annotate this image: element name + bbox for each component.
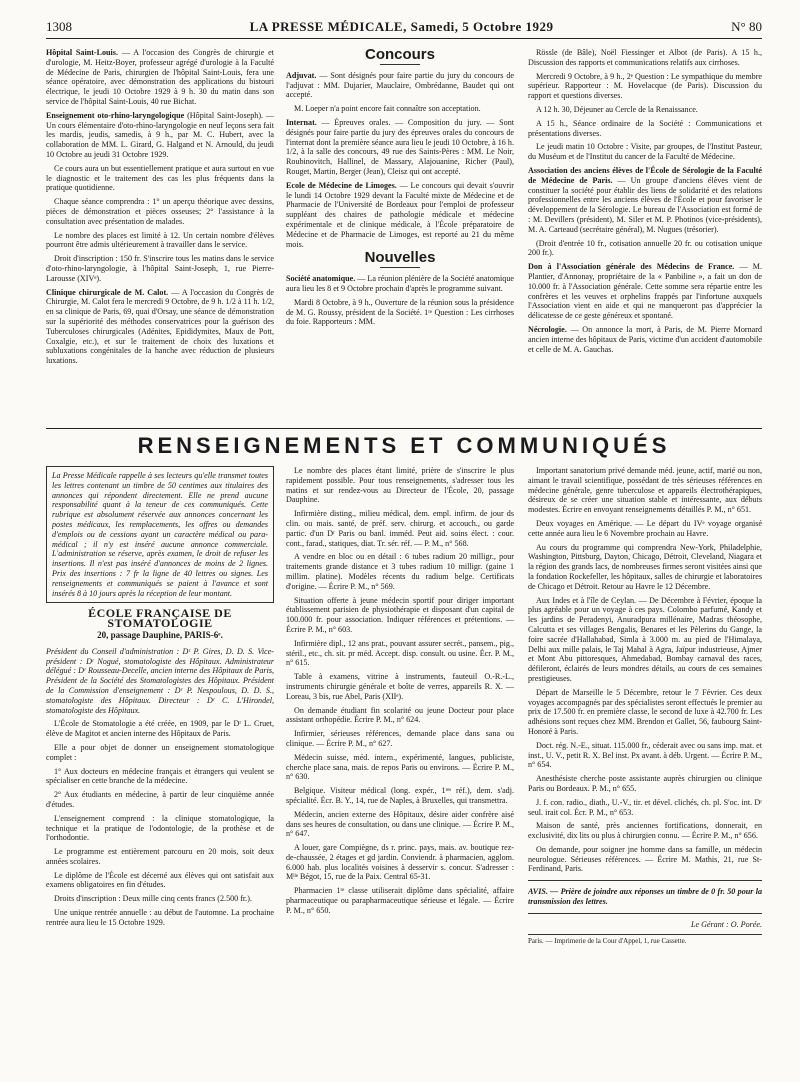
classified-ad: Infirmière disting., milieu médical, dem. empl. infirm. de jour ds clin. ou mais. santé, de préf. serv. chirurg. et accouch., ou garde partic. d'un Dʳ Paris ou banl. imméd. Peut aid. soins élect. : cour. cont., farad., statiques, diat. Tr. sér. réf. — P. M., n° 568.: [286, 509, 514, 548]
article-text: — A l'occasion du Congrès de Chirurgie, M. Calot fera le mercredi 9 Octobre, de 9 h. 1/2 à 11 h. 1/2, en sa clinique de Paris, 69, quai d'Orsay, une séance de démonstration sur la supériorité des méthodes conservatrices pour la guérison des Tuberculoses chirurgicales (Adénites, Epididymites, Maux de Pott, Coxalgie, etc.), et sur le traitement de choix des luxations et subluxations congénitales de la hanche avec réduction de plusieurs luxations.: [46, 287, 274, 366]
article-text: Ce cours aura un but essentiellement pratique et aura surtout en vue le diagnostic et le traitement des cas les plus fréquents dans la pratique quotidienne.: [46, 163, 274, 193]
school-address: 20, passage Dauphine, PARIS-6ᵉ.: [97, 629, 223, 640]
article-paragraph: [528, 325, 762, 354]
page-header: 1308 LA PRESSE MÉDICALE, Samedi, 5 Octobre 1929 N° 80: [46, 16, 762, 39]
school-paragraph: Le diplôme de l'École est décerné aux élèves qui ont satisfait aux examens obligatoires en fin d'études.: [46, 870, 274, 890]
article-paragraph: [528, 142, 762, 162]
classified-ad: Au cours du programme qui comprendra New-York, Philadelphie, Washington, Pittsburg, Dayton, Chicago, Détroit, Cleveland, Niagara et la région des grands lacs, de nombreuses firmes seront visitées ainsi que la fondation Rockefeller, les hôpitaux, salles de chirurgie et laboratoires de Chicago et Détroit. Retour au Havre le 12 Décembre.: [528, 542, 762, 591]
classified-ad: Médecin, ancien externe des Hôpitaux, désire aider confrère aisé dans ses heures de consultation, ou dans une clinique. — Écrire P. M., n° 647.: [286, 809, 514, 839]
article-heading: Adjuvat.: [286, 70, 317, 80]
divider: [380, 64, 420, 65]
classified-ad: Infirmière dipl., 12 ans prat., pouvant assurer secrét., pansem., pig., stéril., etc., ch. sit. pr méd. Accept. disp. consult. ou usine. Écr. P. M., n° 615.: [286, 638, 514, 668]
article-text: — Épreuves orales. — Composition du jury. — Sont désignés pour faire partie du jury des épreuves orales du concours de l'internat dont la première séance aura lieu le jeudi 10 Octobre, à 16 h. 1/2, à la salle des concours, 49 rue des Saints-Pères : MM. Le Noir, Roubinovitch, Hallinel, de Massary, Alajouanine, Richer (Paul), Rouget, Martin, Berger (Jean), Cleisz qui ont accepté.: [286, 117, 514, 176]
article-paragraph: [46, 164, 274, 193]
classified-ad: Deux voyages en Amérique. — Le départ du IVᵉ voyage organisé cette année aura lieu le 6 Novembre prochain au Havre.: [528, 518, 762, 538]
article-paragraph: [528, 166, 762, 235]
classified-ad: J. f. con. radio., diath., U.-V., tir. et dével. clichés, ch. pl. S'oc. int. Dʳ seul. irait col. Écr. P. M., n° 653.: [528, 797, 762, 817]
gerant-signature: Le Gérant : O. Porée.: [690, 919, 762, 929]
article-text: Droit d'inscription : 150 fr. S'inscrire tous les matins dans le service d'oto-rhino-laryngologie, à l'hôpital Saint-Joseph, 1, rue Pierre-Larousse (XIVᵉ).: [46, 254, 274, 283]
school-paragraph: 1° Aux docteurs en médecine français et étrangers qui veulent se spécialiser en cette branche de la médecine.: [46, 766, 274, 786]
issue-number: N° 80: [731, 19, 762, 34]
classified-ad: Aux Indes et à l'île de Ceylan. — De Décembre à Février, époque la plus agréable pour un voyage à ces pays. Colombo parfumé, Kandy et les jardins de Peradenyi, Anuradpura millénaire, Madras théosophe, Calcutta et ses villages Bengalis, Benares et les Pèlerins du Gange, la foire sacrée d'Hallahabad, Simla à 3.000 m. au pied de l'Himalaya, Delhi aux mille palais, le Taj Mahal à Agra, Jaïpur industrieuse, Ajmer et Mont Abu pittoresques, Ahmedabad, Bombay carnaval des races, défileront, éclairés de leurs mondres détails, au cours de ces semaines prestigieuses.: [528, 595, 762, 683]
article-heading: Hôpital Saint-Louis.: [46, 48, 118, 57]
classified-ad: On demande étudiant fin scolarité ou jeune Docteur pour place assistant orthopédie. Écrire P. M., n° 624.: [286, 705, 514, 725]
article-paragraph: [46, 197, 274, 226]
classified-ad: A louer, gare Compiègne, ds r. princ. pays, mais. av. boutique rez-de-chaussée, 2 étages et gd jardin. Conviendr. à pharmacien, agglom. 6.000 hab. plus localités voisines à desservir s. concur. S'adresser : Mˡˡᵉ Bégot, 15, rue de la Paix. Central 65-31.: [286, 843, 514, 882]
bottom-column-3: [528, 466, 762, 1066]
article-paragraph: [286, 118, 514, 177]
divider: [380, 267, 420, 268]
classified-ad: Anesthésiste cherche poste assistante auprès chirurgien ou clinique Paris ou Bordeaux. P. M., n° 655.: [528, 774, 762, 793]
nouvelles-items: [286, 274, 514, 327]
article-text: A 12 h. 30, Déjeuner au Cercle de la Renaissance.: [536, 104, 698, 114]
issue-date: Samedi, 5 Octobre 1929: [410, 19, 554, 34]
article-text: M. Loeper n'a point encore fait connaître son acceptation.: [294, 104, 481, 114]
concours-items: [286, 71, 514, 250]
article-paragraph: [46, 111, 274, 160]
article-text: Le jeudi matin 10 Octobre : Visite, par groupes, de l'Institut Pasteur, du Muséum et de l'Institut du cancer de la Faculté de Médecine.: [528, 142, 762, 162]
school-paragraph: Elle a pour objet de donner un enseignement stomatologique complet :: [46, 742, 274, 762]
article-paragraph: [528, 72, 762, 101]
article-text: — M. Plantier, d'Annonay, propriétaire de la « Panbiline », a fait un don de 10.000 fr. à l'Association générale. Cette somme sera répartie entre les confrères et les veuves et orphelins frappés par l'infortune auxquels l'Association vient en aide et qui ne manqueront pas d'apprécier la délicatesse de ce geste généreux et spontané.: [528, 262, 762, 321]
classified-ad: A vendre en bloc ou en détail : 6 tubes radium 20 milligr., pour traitements grande distance et 3 tubes radium 10 milligr. (gaine 1 millim. platine). Modèles récents du radium belge. Certificats d'origine. — Écrire P. M., n° 569.: [286, 552, 514, 591]
article-paragraph: [528, 262, 762, 321]
article-heading: Don à l'Association générale des Médecins de France.: [528, 262, 735, 272]
divider: [528, 880, 762, 881]
article-paragraph: [46, 48, 274, 107]
article-heading: Enseignement oto-rhino-laryngologique: [46, 110, 185, 120]
printer-line: Paris. — Imprimerie de la Cour d'Appel, 1, rue Cassette.: [528, 934, 762, 947]
article-paragraph: [286, 298, 514, 327]
article-text: — La réunion plénière de la Société anatomique aura lieu les 8 et 9 Octobre prochain d'après le programme suivant.: [286, 274, 514, 293]
classified-ad: On demande, pour soigner jne homme dans sa famille, un médecin neurologue. Sérieuses références. — Écrire M. Mathis, 21, rue St-Ferdinand, Paris.: [528, 844, 762, 874]
article-heading: Société anatomique.: [286, 274, 356, 284]
school-paragraph: Droits d'inscription : Deux mille cinq cents francs (2.500 fr.).: [54, 894, 252, 904]
article-heading: Association des anciens élèves de l'École de Sérologie de la Faculté de Médecine de Paris.: [528, 165, 762, 185]
classified-ad: Départ de Marseille le 5 Décembre, retour le 7 Février. Ces deux voyages accompagnés par des spécialistes seront effectués le premier au prix de 17.500 fr. en première classe, le second de luxe à 42.700 fr. Les adhésions sont reçues chez MM. Brendon et Gallet, 56, faubourg Saint-Honoré à Paris.: [528, 687, 762, 736]
section-banner: RENSEIGNEMENTS ET COMMUNIQUÉS: [46, 428, 762, 459]
article-heading: Ecole de Médecine de Limoges.: [286, 180, 397, 190]
nouvelles-heading: Nouvelles: [364, 249, 436, 267]
journal-title: LA PRESSE MÉDICALE: [249, 19, 404, 34]
article-text: Le nombre des places est limité à 12. Un certain nombre d'élèves pourront être admis ultérieurement à travailler dans le service.: [46, 230, 274, 250]
article-paragraph: [528, 48, 762, 68]
classified-ad: Pharmacien 1ʳᵉ classe utiliserait diplôme dans spécialité, affaire pharmaceutique ou parapharmaceutique sérieuse et légale. — Écrire P. M., n° 650.: [286, 886, 514, 915]
article-heading: Internat.: [286, 117, 317, 127]
classified-ad: Doct. rég. N.-E., situat. 115.000 fr., céderait avec ou sans imp. mat. et inst., U. V., petit R. X. Bel inst. Px avant. à déb. Urgent. — Écrire P. M., n° 654.: [528, 740, 762, 770]
classified-ads: [528, 466, 762, 874]
school-text: [46, 719, 274, 927]
school-officers: Président du Conseil d'administration : Dʳ P. Gires, D. D. S. Vice-président : Dʳ Nogué, stomatologiste des Hôpitaux. Administrateur délégué : Dʳ Rousseau-Decelle, ancien interne des Hôpitaux de Paris, Président de la Société des Stomatologistes des Hôpitaux. Président de la Commission d'enseignement : Dʳ P. Nespoulous, D. D. S., stomatologiste des Hôpitaux. Directeur : Dʳ C. L'Hirondel, stomatologiste des Hôpitaux.: [46, 646, 274, 715]
school-paragraph: L'enseignement comprend : la clinique stomatologique, la technique et la pratique de l'odontologie, de la prothèse et de l'orthodontie.: [46, 813, 274, 843]
article-text: (Droit d'entrée 10 fr., cotisation annuelle 20 fr. ou cotisation unique 200 fr.).: [528, 238, 762, 258]
article-text: — A l'occasion des Congrès de chirurgie et d'urologie, M. Heitz-Boyer, professeur agrégé d'urologie à la Faculté de Médecine de Paris, chirurgien de l'hôpital Saint-Louis, fera une séance opératoire, avec démonstration des applications du bistouri électrique, le jeudi 10 Octobre 1929 à 9 h. 30 du matin dans son service de l'hôpital Saint-Louis, 40 rue Bichat.: [46, 48, 274, 106]
classified-ad: Le nombre des places étant limité, prière de s'inscrire le plus rapidement possible. Pour tous renseignements, s'adresser tous les matins et sur rendez-vous au Directeur de l'École, 20, passage Dauphine.: [286, 466, 514, 505]
classified-ad: Important sanatorium privé demande méd. jeune, actif, marié ou non, aimant le travail scientifique, possédant de très sérieuses références en médecine générale, genre tuberculose et appareils électrothérapiques, désireux de se créer une situation stable et intéressante, aux débuts modestes. Écrire en envoyant renseignements détaillés P. M., n° 651.: [528, 466, 762, 515]
article-text: Mardi 8 Octobre, à 9 h., Ouverture de la réunion sous la présidence de M. G. Roussy, président de la Société. 1ʳᵉ Question : Les cirrhoses du foie. Rapporteurs : MM.: [286, 297, 514, 327]
top-column-2: [286, 48, 514, 420]
page-number: 1308: [46, 19, 72, 34]
top-column-3: [528, 48, 762, 420]
article-paragraph: [528, 105, 762, 115]
article-paragraph: [528, 119, 762, 139]
top-column-1: [46, 48, 274, 420]
article-paragraph: [286, 104, 514, 114]
article-text: Mercredi 9 Octobre, à 9 h., 2ᵉ Question : Le sympathique du membre supérieur. Rapporteur : M. Hovelacque (de Paris). Discussion du rapport et questions diverses.: [528, 71, 762, 101]
classified-ad: Belgique. Visiteur médical (long. expér., 1ʳᵉˢ réf.), dem. s'adj. spécialité. Écr. B. Y., 14, rue de Naples, à Bruxelles, qui transmettra.: [286, 786, 514, 805]
classified-ad: Médecin suisse, méd. intern., expérimenté, langues, publiciste, cherche place sana, mais. de repos Paris ou environs. — Écrire P. M., n° 630.: [286, 752, 514, 782]
classified-ad: Maison de santé, près anciennes fortifications, donnerait, en exclusivité, dix lits ou plus à chirurgien connu. — Écrire P. M., n° 656.: [528, 821, 762, 841]
article-paragraph: [286, 274, 514, 294]
article-text: — Un groupe d'anciens élèves vient de constituer la société pour établir des liens de solidarité et des relations professionnelles entre les anciens élèves de l'École et pour favoriser le développement de la Sérologie. Le bureau de l'Association est formé de : M. Devillers (président), M. Siler et M. P. Photinos (vice-présidents), M. A. Carteaud (secrétaire général), M. Nugues (trésorier).: [528, 175, 762, 234]
article-heading: Nécrologie.: [528, 324, 567, 334]
notice-box: La Presse Médicale rappelle à ses lecteurs qu'elle transmet toutes les lettres contenant un timbre de 50 centimes aux titulaires des annonces qui répondent directement. Elle ne prend aucune responsabilité quant à la teneur de ces communiqués. Cette rubrique est absolument réservée aux annonces concernant les postes médicaux, les remplacements, les offres ou demandes d'emplois ou de cessions ayant un caractère médical ou para-médical ; il n'y est inséré aucune annonce commerciale. L'administration se réserve, après examen, le droit de refuser les insertions. Il n'est pas inséré d'annonces de moins de 2 lignes. Prix des insertions : 7 fr la ligne de 40 lettres ou signes. Les renseignements et communiqués se paient à l'avance et sont insérés 8 à 10 jours après la réception de leur montant.: [46, 466, 274, 603]
article-text: (Hôpital Saint-Joseph). — Un cours élémentaire d'oto-rhino-laryngologie en neuf leçons sera fait les mardis, jeudis, samedis, à 9 h., par M. C. Hubert, avec la collaboration de MM. L. Girard, G. Halgand et N. Arnould, du jeudi 10 Octobre au jeudi 31 Octobre 1929.: [46, 110, 274, 159]
concours-heading: Concours: [364, 48, 435, 63]
bottom-column-1: [46, 466, 274, 1066]
article-paragraph: [46, 254, 274, 283]
divider: [528, 913, 762, 914]
article-text: — On annonce la mort, à Paris, de M. Pierre Mornard ancien interne des hôpitaux de Paris, victime d'un accident d'automobile et celle de M. A. Gauchas.: [528, 324, 762, 354]
article-heading: Clinique chirurgicale de M. Calot.: [46, 287, 169, 297]
article-text: Chaque séance comprendra : 1° un aperçu théorique avec dessins, pièces de démonstration et pièces osseuses; 2° l'assistance à la consultation avec présentation de malades.: [46, 197, 274, 226]
article-paragraph: [286, 71, 514, 100]
article-text: Rössle (de Bâle), Noël Fiessinger et Albot (de Paris). A 15 h., Discussion des rapports et communications relatifs aux cirrhoses.: [528, 48, 762, 67]
article-paragraph: [46, 231, 274, 251]
avis-notice: AVIS. — Prière de joindre aux réponses un timbre de 0 fr. 50 pour la transmission des lettres.: [528, 887, 762, 907]
bottom-column-2: [286, 466, 514, 1066]
school-title: ÉCOLE FRANÇAISE DE STOMATOLOGIE: [88, 606, 232, 631]
classified-ad: Situation offerte à jeune médecin sportif pour diriger important établissement parisien de physiothérapie et disposant d'un capital de 100.000 fr. pour association. Indiquer références et prétentions. — Écrire P. M., n° 603.: [286, 595, 514, 634]
school-paragraph: Le programme est entièrement parcouru en 20 mois, soit deux années scolaires.: [46, 847, 274, 866]
article-paragraph: [286, 181, 514, 250]
article-text: A 15 h., Séance ordinaire de la Société : Communications et présentations diverses.: [528, 118, 762, 138]
classified-ad: Infirmier, sérieuses références, demande place dans sana ou clinique. — Écrire P. M., n° 627.: [286, 729, 514, 748]
article-text: — Le concours qui devait s'ouvrir le lundi 14 Octobre 1929 devant la Faculté mixte de Médecine et de Pharmacie de l'Université de Bordeaux pour l'emploi de professeur suppléant des chaires de pathologie médicale et médecine expérimentale et de clinique médicale, à l'École préparatoire de Médecine et de Pharmacie de Limoges, est reporté au 21 du même mois.: [286, 180, 514, 249]
article-paragraph: [46, 288, 274, 366]
school-paragraph: 2° Aux étudiants en médecine, à partir de leur cinquième année d'études.: [46, 790, 274, 809]
article-text: — Sont désignés pour faire partie du jury du concours de l'adjuvat : MM. Dujarier, Mauclaire, Ombrédanne, Baudet qui ont accepté.: [286, 70, 514, 100]
classified-ad: Table à examens, vitrine à instruments, fauteuil O.-R.-L., instruments chirurgie générale et boîte de verres, appareils R. X. — Loreau, 3 bis, rue Abel, Paris (XIIᵉ).: [286, 672, 514, 701]
school-paragraph: L'École de Stomatologie a été créée, en 1909, par le Dʳ L. Cruet, élève de Magitot et ancien interne des Hôpitaux de Paris.: [46, 719, 274, 739]
school-paragraph: Une unique rentrée annuelle : au début de l'automne. La prochaine rentrée aura lieu le 15 Octobre 1929.: [46, 908, 274, 927]
article-paragraph: [528, 239, 762, 259]
